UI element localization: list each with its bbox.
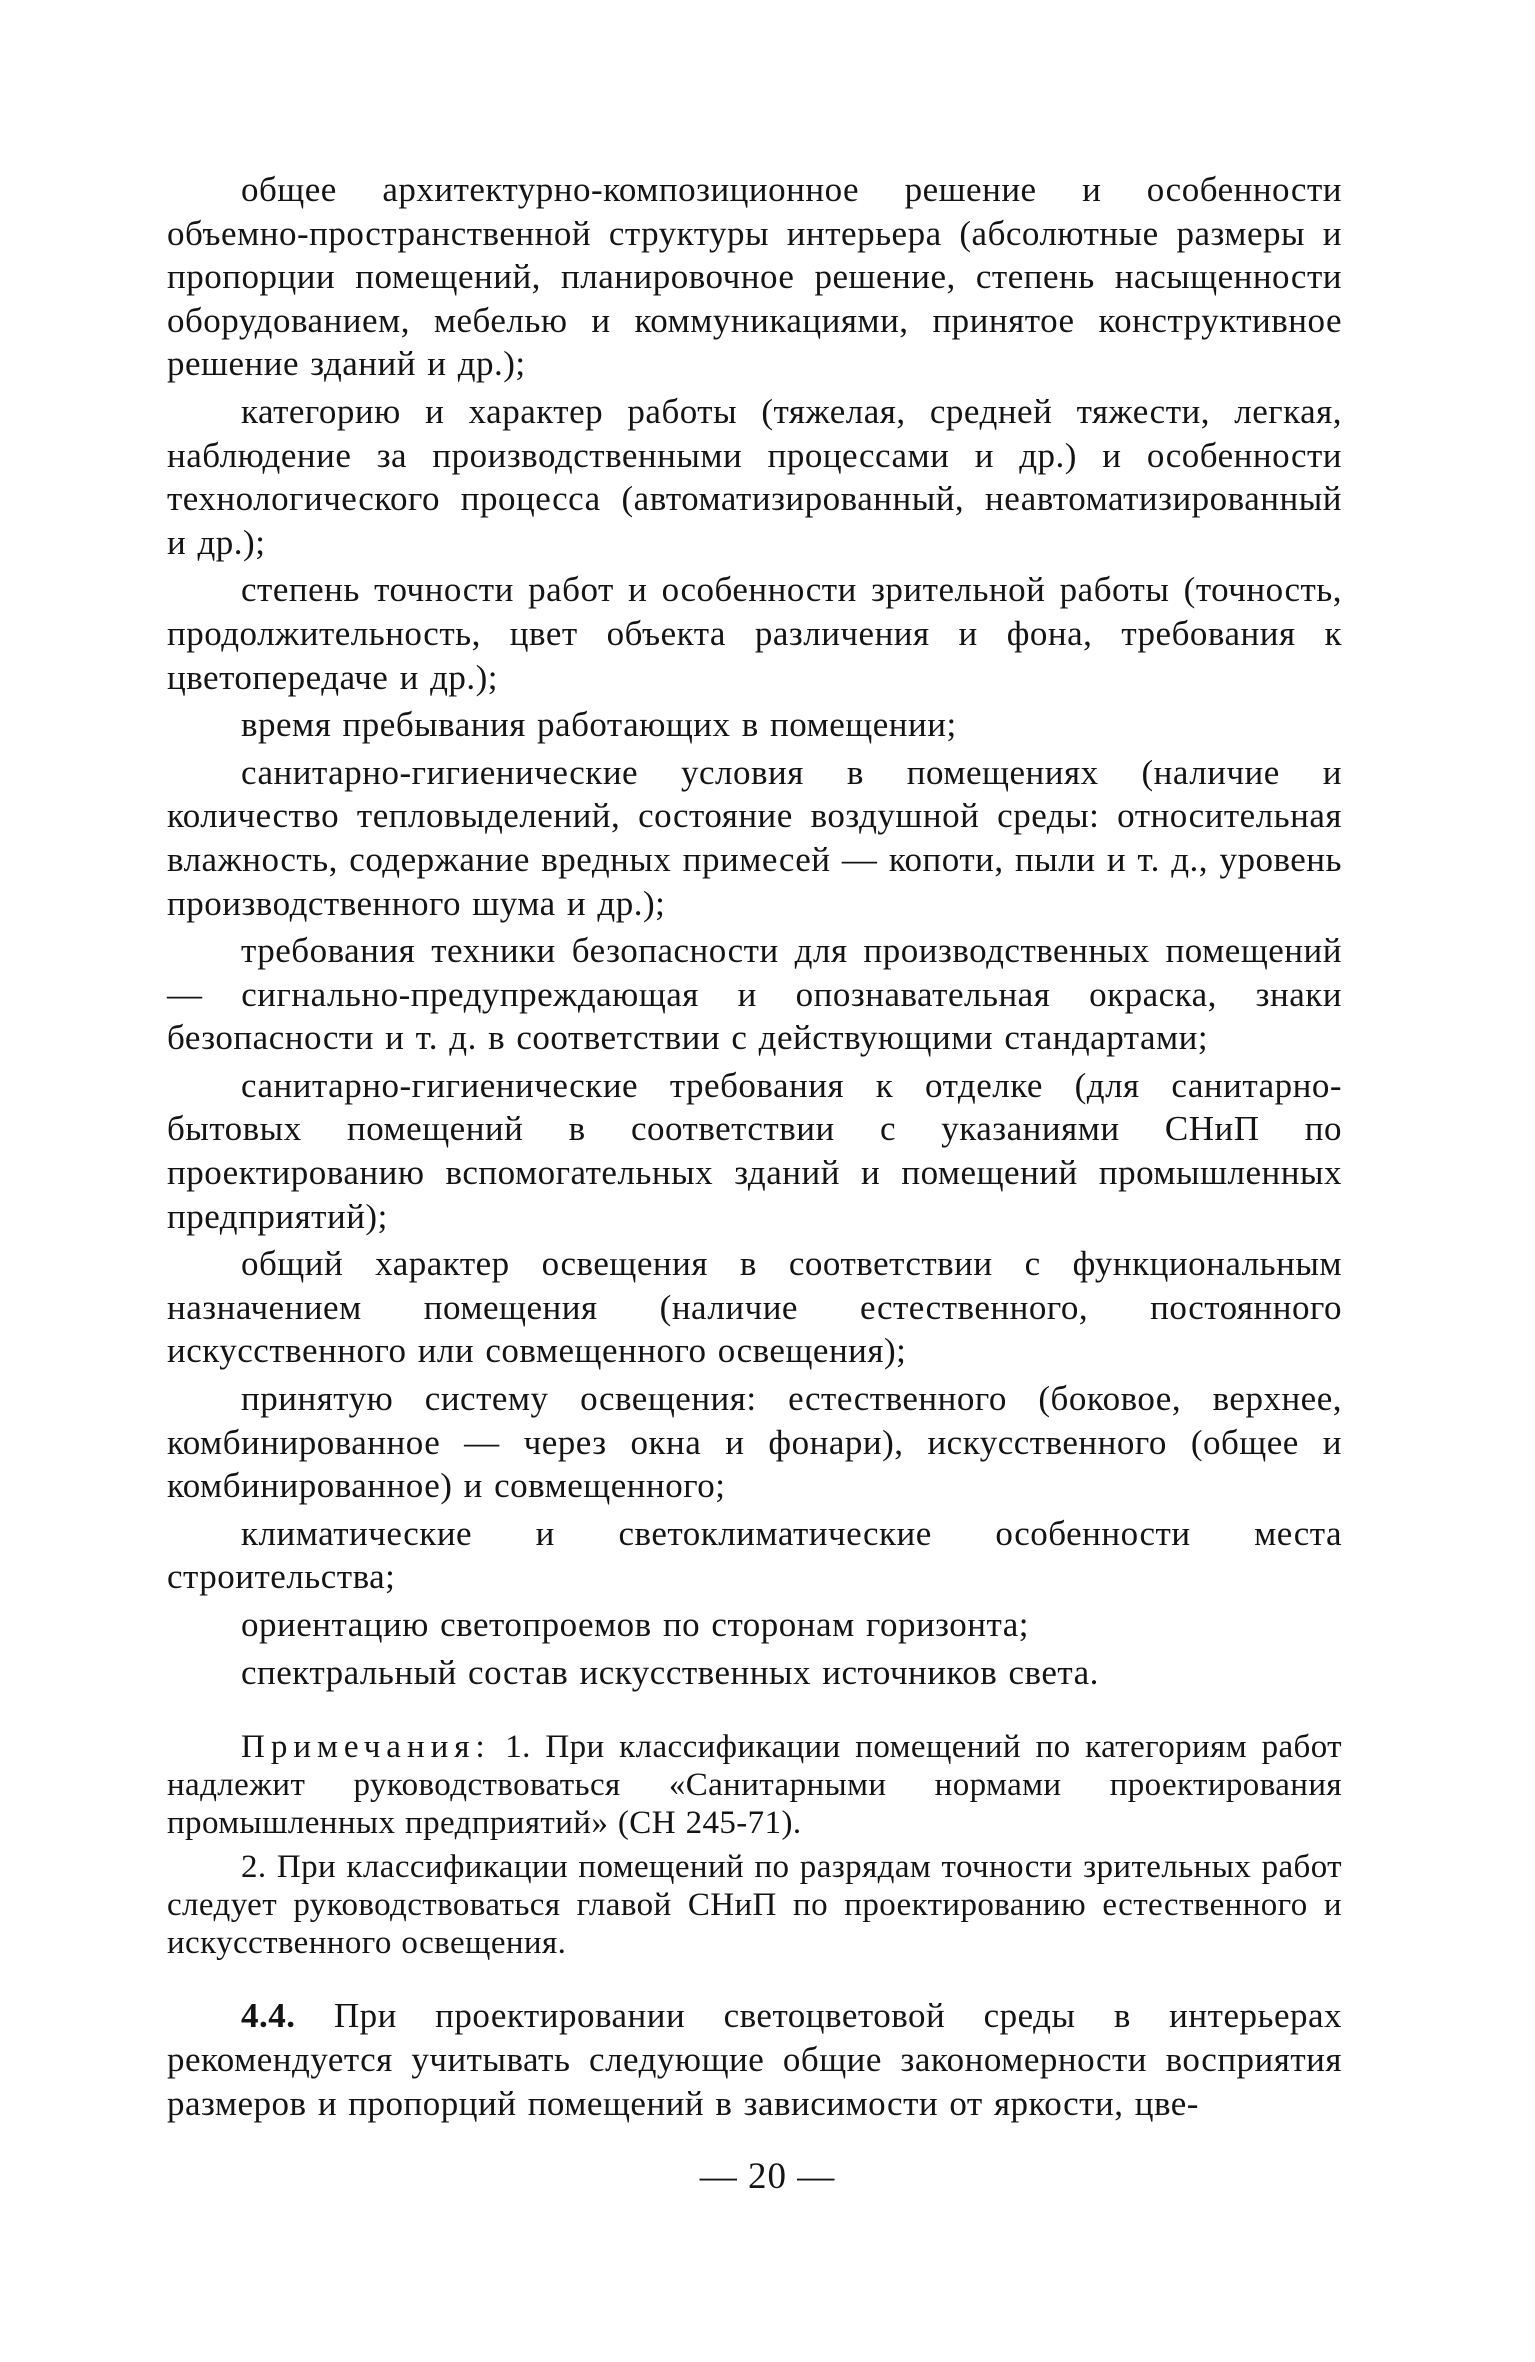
list-item: ориентацию светопроемов по сторонам горизонта; — [241, 1605, 1030, 1644]
page-body — [167, 168, 1342, 2126]
list-item: санитарно-гигиенические требования к отделке (для санитарно-бытовых помещений в соответствии с указаниями СНиП по проектированию вспомогательных зданий и помещений промышленных предприятий); — [167, 1065, 1342, 1236]
note-1 — [167, 1728, 1342, 1842]
section-text: При проектировании светоцветовой среды в интерьерах рекомендуется учитывать следующие общие закономерности восприятия размеров и пропорций помещений в зависимости от яркости, цве- — [167, 1996, 1343, 2124]
list-item: требования техники безопасности для производственных помещений — сигнально-предупреждающая и опознавательная окраска, знаки безопасности и т. д. в соответствии с действующими стандартами; — [167, 931, 1342, 1058]
list-item: общий характер освещения в соответствии с функциональным назначением помещения (наличие естественного, постоянного искусственного или совмещенного освещения); — [167, 1244, 1342, 1371]
requirements-list — [167, 168, 1342, 1694]
section-number: 4.4. — [241, 1996, 296, 2036]
list-item: принятую систему освещения: естественного (боковое, верхнее, комбинированное — через окна и фонари), искусственного (общее и комбинированное) и совмещенного; — [167, 1379, 1342, 1506]
list-item: климатические и светоклиматические особенности места строительства; — [167, 1513, 1342, 1597]
list-item: время пребывания работающих в помещении; — [241, 705, 957, 745]
list-item: общее архитектурно-композиционное решение и особенности объемно-пространственной структуры интерьера (абсолютные размеры и пропорции помещений, планировочное решение, степень насыщенности оборудованием, мебелью и коммуникациями, принятое конструктивное решение зданий и др.); — [167, 170, 1342, 384]
notes-label: Примечания: — [241, 1729, 491, 1766]
notes-block — [167, 1728, 1342, 1962]
note-1-text: 1. При классификации помещений по категориям работ надлежит руководствоваться «Санитарными нормами проектирования промышленных предприятий» (СН 245-71). — [167, 1729, 1342, 1842]
list-item: степень точности работ и особенности зрительной работы (точность, продолжительность, цвет объекта различения и фона, требования к цветопередаче и др.); — [167, 570, 1342, 697]
list-item: категорию и характер работы (тяжелая, средней тяжести, легкая, наблюдение за производственными процессами и др.) и особенности технологического процесса (автоматизированный, неавтоматизированный и др.); — [167, 391, 1342, 562]
list-item: спектральный состав искусственных источников света. — [241, 1652, 1099, 1692]
page-number: — 20 — — [699, 2156, 836, 2197]
note-2: 2. При классификации помещений по разрядам точности зрительных работ следует руководствоваться главой СНиП по проектированию естественного и искусственного освещения. — [167, 1849, 1342, 1962]
list-item: санитарно-гигиенические условия в помещениях (наличие и количество тепловыделений, состояние воздушной среды: относительная влажность, содержание вредных примесей — копоти, пыли и т. д., уровень производственного шума и др.); — [167, 752, 1342, 923]
section-4-4 — [167, 1994, 1342, 2126]
